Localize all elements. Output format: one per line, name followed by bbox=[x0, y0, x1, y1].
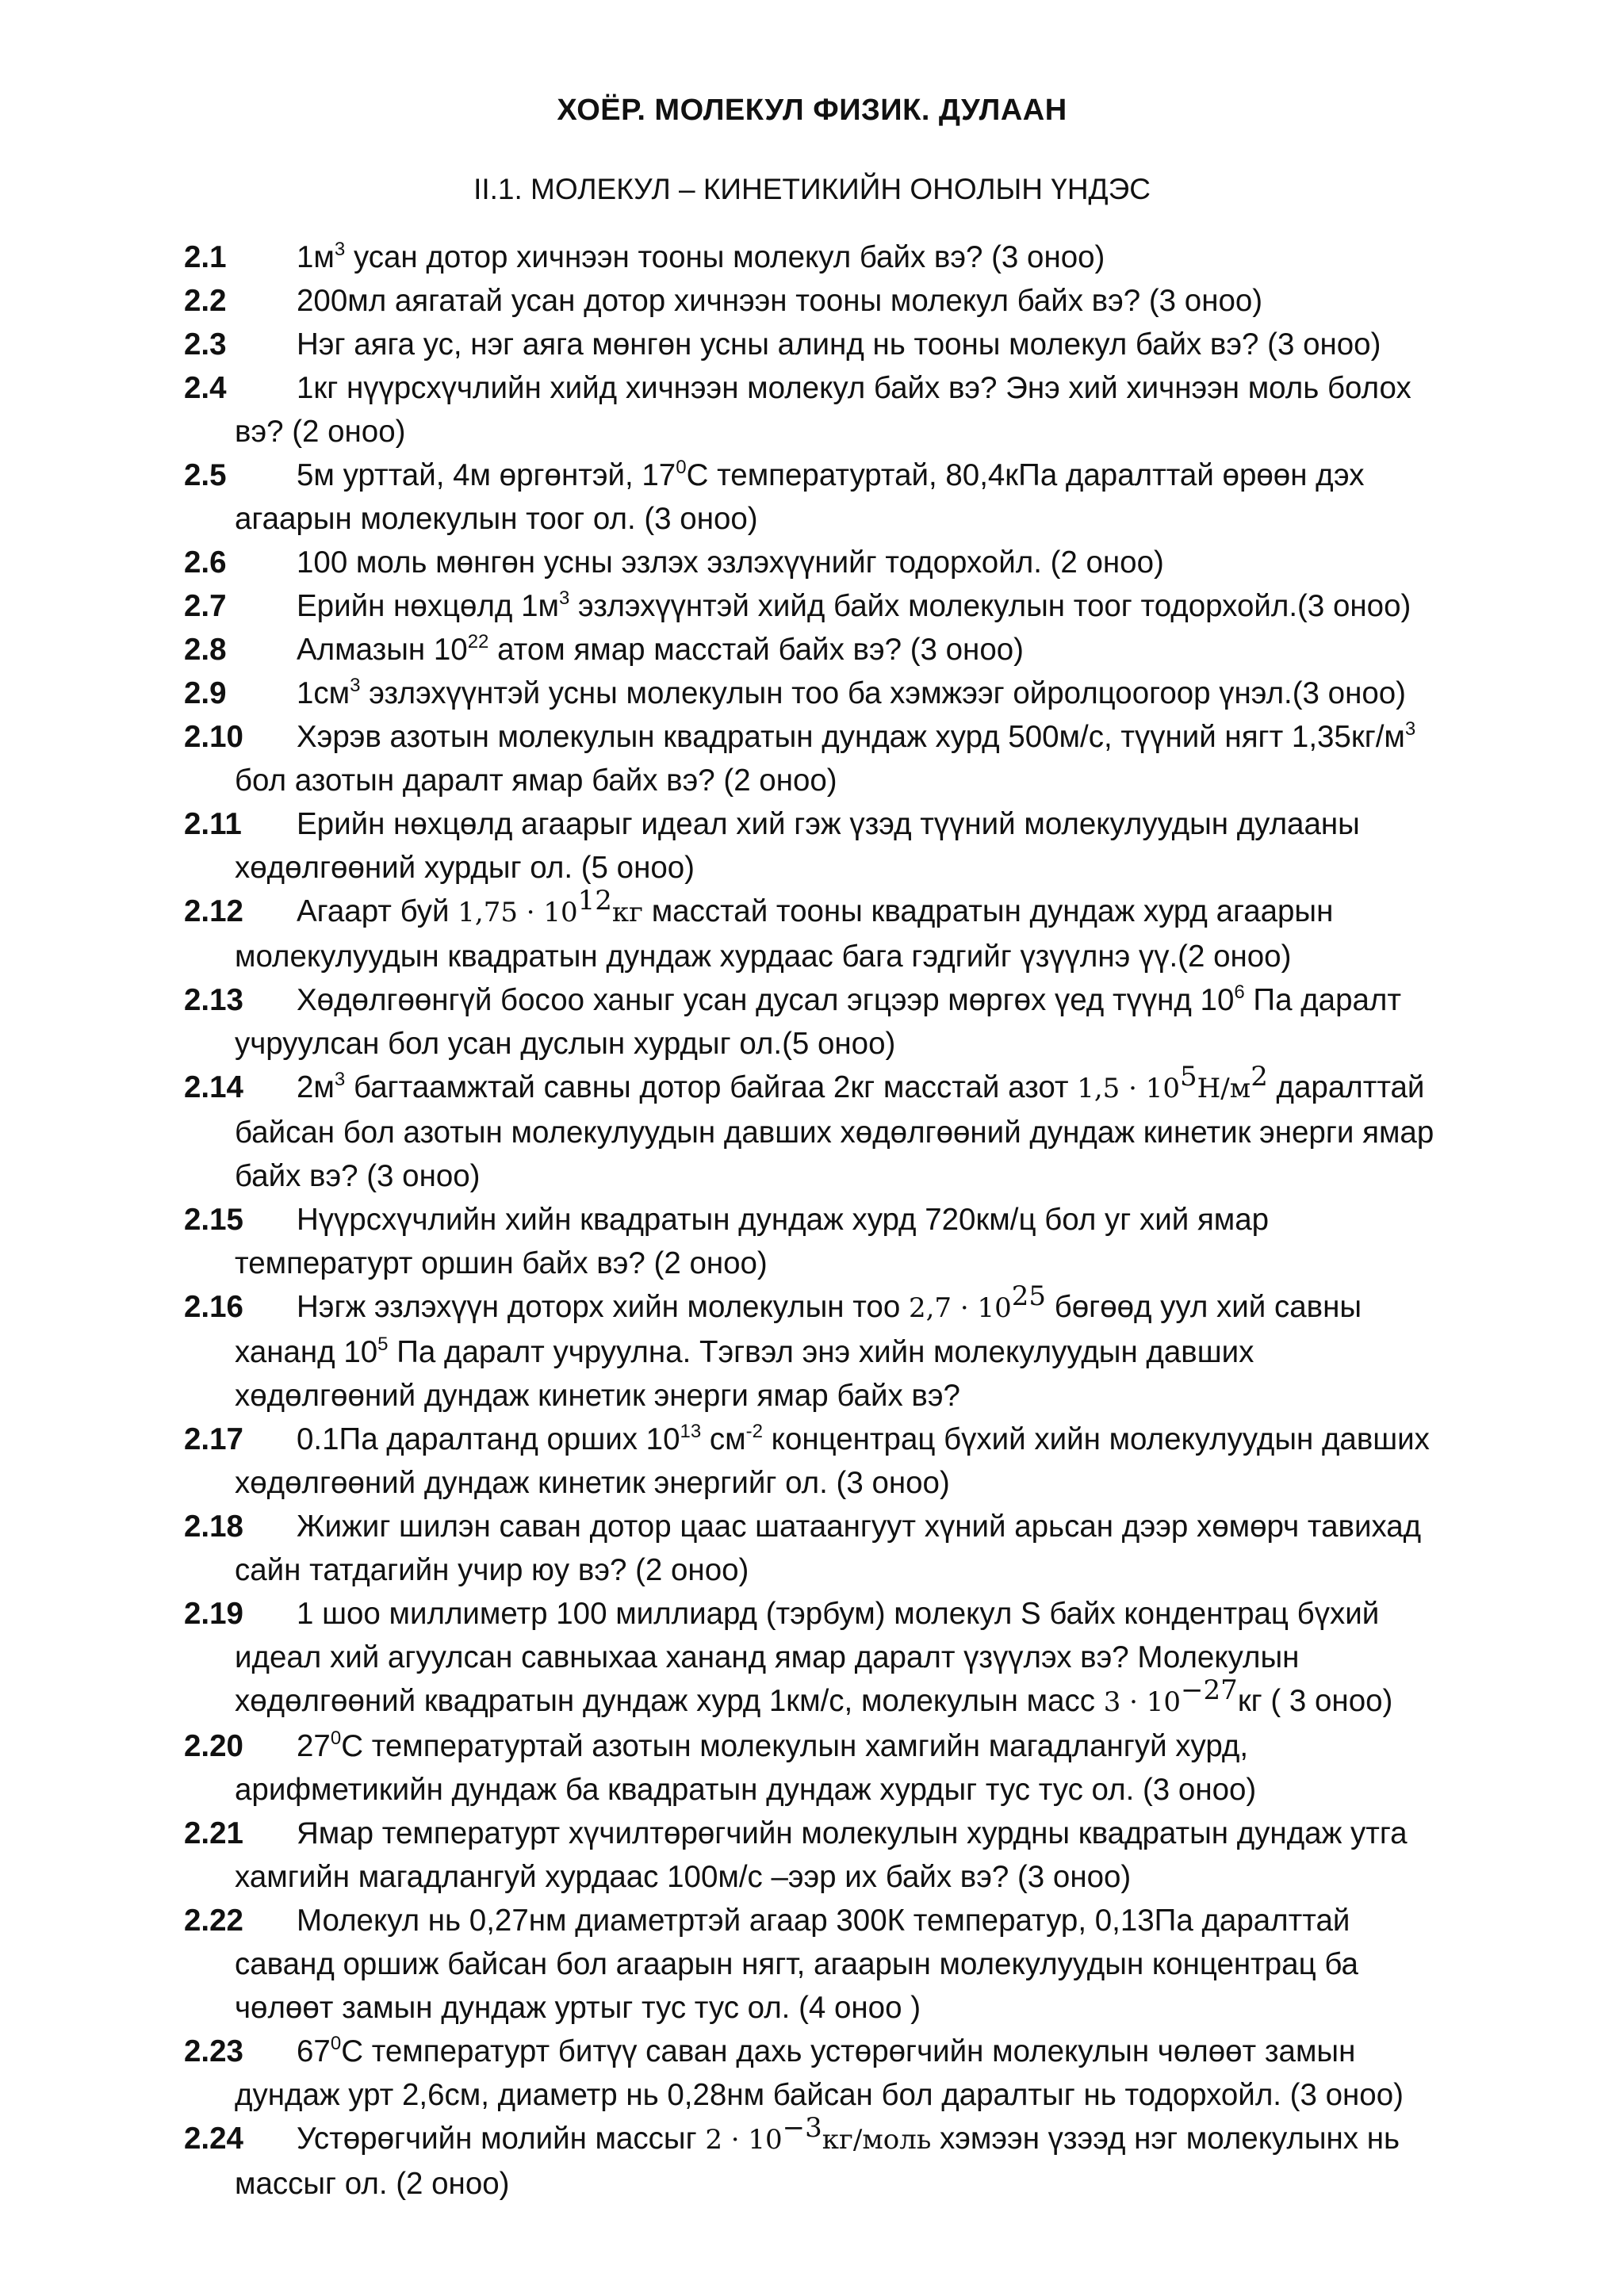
problem-item bbox=[184, 802, 1532, 890]
problem-number: 2.14 bbox=[184, 1070, 243, 1104]
problem-item bbox=[184, 235, 1532, 279]
problem-item bbox=[184, 453, 1532, 541]
problem-item bbox=[184, 1280, 1532, 1418]
problem-item bbox=[184, 1899, 1532, 2030]
problem-number: 2.9 bbox=[184, 676, 227, 710]
problem-number: 2.8 bbox=[184, 633, 227, 667]
problem-item bbox=[184, 323, 1532, 366]
problem-number: 2.24 bbox=[184, 2122, 243, 2156]
problem-number: 2.3 bbox=[184, 327, 227, 362]
problem-item bbox=[184, 672, 1532, 715]
problem-text: Хөдөлгөөнгүй босоо ханыг усан дусал эгцээр мөргөх үед түүнд $10^6$ Па даралт учруулсан бол усан дуслын хурдыг ол.(5 оноо) bbox=[235, 982, 1401, 1061]
problem-number: 2.13 bbox=[184, 983, 243, 1017]
problem-item bbox=[184, 2112, 1532, 2206]
problem-text: Ерийн нөхцөлд агаарыг идеал хий гэж үзэд түүний молекулуудын дулааны хөдөлгөөний хурдыг ол. (5 оноо) bbox=[235, 807, 1360, 885]
problem-text: Нэгж эзлэхүүн доторх хийн молекулын тоо $2,7 \cdot 10^{25}$ бөгөөд уул хий савны хананд $10^5$ Па даралт учруулна. Тэгвэл энэ хийн молекулуудын давших хөдөлгөөний дундаж кинетик энерги ямар байх вэ? bbox=[235, 1280, 1362, 1413]
problem-item bbox=[184, 366, 1532, 453]
problem-text: 1 шоо миллиметр 100 миллиард (тэрбум) молекул S байх кондентрац бүхий идеал хий агуулсан савныхаа хананд ямар даралт үзүүлэх вэ? Молекулын хөдөлгөөний квадратын дундаж хурд 1км/с, молекулын масс $3 \cdot 10^{-27}кг$ ( 3 оноо) bbox=[235, 1597, 1393, 1718]
problem-text: Нүүрсхүчлийн хийн квадратын дундаж хурд 720км/ц бол уг хий ямар температурт оршин байх вэ? (2 оноо) bbox=[235, 1203, 1270, 1280]
problem-number: 2.4 bbox=[184, 371, 227, 405]
problem-item bbox=[184, 1812, 1532, 1899]
problem-number: 2.5 bbox=[184, 458, 227, 492]
problem-text: 0.1Па даралтанд орших $10^{13}$ $см^{-2}$ концентрац бүхий хийн молекулуудын давших хөдөлгөөний дундаж кинетик энергийг ол. (3 оноо) bbox=[235, 1421, 1430, 1500]
problem-number: 2.17 bbox=[184, 1422, 243, 1456]
problem-item bbox=[184, 978, 1532, 1066]
problem-text: Ерийн нөхцөлд $1м^3$ эзлэхүүнтэй хийд байх молекулын тоог тодорхойл.(3 оноо) bbox=[297, 587, 1411, 623]
problem-text: 100 моль мөнгөн усны эзлэх эзлэхүүнийг тодорхойл. (2 оноо) bbox=[297, 545, 1164, 580]
problem-item bbox=[184, 1418, 1532, 1505]
problem-item bbox=[184, 1061, 1532, 1198]
problem-number: 2.10 bbox=[184, 720, 243, 754]
problem-number: 2.2 bbox=[184, 284, 227, 318]
problem-text: $2м^3$ багтаамжтай савны дотор байгаа 2кг масстай азот $1,5 \cdot 10^5Н/м^2$ даралттай байсан бол азотын молекулуудын давших хөдөлгөөний дундаж кинетик энерги ямар байх вэ? (3 оноо) bbox=[235, 1061, 1434, 1193]
problem-text: 1кг нүүрсхүчлийн хийд хичнээн молекул байх вэ? Энэ хий хичнээн моль болох вэ? (2 оноо) bbox=[235, 371, 1411, 449]
problem-number: 2.23 bbox=[184, 2034, 243, 2068]
problem-item bbox=[184, 885, 1532, 978]
problem-text: Жижиг шилэн саван дотор цаас шатаангуут хүний арьсан дээр хөмөрч тавихад сайн татдагийн учир юу вэ? (2 оноо) bbox=[235, 1510, 1422, 1587]
problem-text: Алмазын $10^{22}$ атом ямар масстай байх вэ? (3 оноо) bbox=[297, 631, 1024, 667]
problem-text: Нэг аяга ус, нэг аяга мөнгөн усны алинд нь тооны молекул байх вэ? (3 оноо) bbox=[297, 327, 1381, 362]
problem-text: Хэрэв азотын молекулын квадратын дундаж хурд 500м/с, түүний нягт $1,35кг/м^3$ бол азотын даралт ямар байх вэ? (2 оноо) bbox=[235, 718, 1416, 798]
problem-number: 2.18 bbox=[184, 1510, 243, 1544]
problem-item bbox=[184, 1724, 1532, 1812]
problem-text: Молекул нь 0,27нм диаметртэй агаар 300К температур, 0,13Па даралттай саванд оршиж байсан бол агаарын нягт, агаарын молекулуудын концентрац ба чөлөөт замын дундаж уртыг тус тус ол. (4 оноо ) bbox=[235, 1904, 1358, 2025]
problem-item bbox=[184, 2030, 1532, 2117]
problem-text: $1см^3$ эзлэхүүнтэй усны молекулын тоо ба хэмжээг ойролцоогоор үнэл.(3 оноо) bbox=[297, 675, 1406, 710]
problem-item bbox=[184, 584, 1532, 628]
problem-item bbox=[184, 1592, 1532, 1724]
problem-text: Ямар температурт хүчилтөрөгчийн молекулын хурдны квадратын дундаж утга хамгийн магадлангуй хурдаас 100м/с –ээр их байх вэ? (3 оноо) bbox=[235, 1816, 1408, 1894]
problem-number: 2.6 bbox=[184, 545, 227, 580]
problem-number: 2.16 bbox=[184, 1290, 243, 1324]
problem-number: 2.7 bbox=[184, 589, 227, 623]
problem-number: 2.15 bbox=[184, 1203, 243, 1237]
problem-item bbox=[184, 279, 1532, 323]
problem-number: 2.1 bbox=[184, 240, 227, 274]
problem-text: $1м^3$ усан дотор хичнээн тооны молекул байх вэ? (3 оноо) bbox=[297, 239, 1105, 274]
problem-number: 2.20 bbox=[184, 1729, 243, 1763]
problem-text: 200мл аягатай усан дотор хичнээн тооны молекул байх вэ? (3 оноо) bbox=[297, 284, 1263, 318]
problem-number: 2.11 bbox=[184, 807, 242, 841]
problem-number: 2.22 bbox=[184, 1904, 243, 1938]
problem-item bbox=[184, 1198, 1532, 1285]
problem-number: 2.21 bbox=[184, 1816, 243, 1850]
chapter-title: ХОЁР. МОЛЕКУЛ ФИЗИК. ДУЛААН bbox=[557, 94, 1067, 127]
problem-item bbox=[184, 628, 1532, 672]
problem-text: $67^0С$ температурт битүү саван дахь устөрөгчийн молекулын чөлөөт замын дундаж урт 2,6см, диаметр нь 0,28нм байсан бол даралтыг нь тодорхойл. (3 оноо) bbox=[235, 2033, 1404, 2112]
problem-item bbox=[184, 1505, 1532, 1592]
problem-number: 2.12 bbox=[184, 894, 243, 928]
problem-text: Агаарт буй $1,75 \cdot 10^{12}кг$ масстай тооны квадратын дундаж хурд агаарын молекулуудын квадратын дундаж хурдаас бага гэдгийг үзүүлнэ үү.(2 оноо) bbox=[235, 885, 1334, 974]
problem-number: 2.19 bbox=[184, 1597, 243, 1631]
problem-list bbox=[184, 235, 1532, 2206]
section-title: II.1. МОЛЕКУЛ – КИНЕТИКИЙН ОНОЛЫН ҮНДЭС bbox=[473, 173, 1151, 205]
problem-text: Устөрөгчийн молийн массыг $2 \cdot 10^{-3}кг$/моль хэмээн үзээд нэг молекулынх нь массыг ол. (2 оноо) bbox=[235, 2112, 1400, 2201]
problem-item bbox=[184, 715, 1532, 802]
problem-text: 5м урттай, 4м өргөнтэй, $17^0С$ температуртай, 80,4кПа даралттай өрөөн дэх агаарын молекулын тоог ол. (3 оноо) bbox=[235, 457, 1365, 536]
problem-item bbox=[184, 541, 1532, 584]
problem-text: $27^0С$ температуртай азотын молекулын хамгийн магадлангуй хурд, арифметикийн дундаж ба квадратын дундаж хурдыг тус тус ол. (3 оноо) bbox=[235, 1728, 1257, 1807]
